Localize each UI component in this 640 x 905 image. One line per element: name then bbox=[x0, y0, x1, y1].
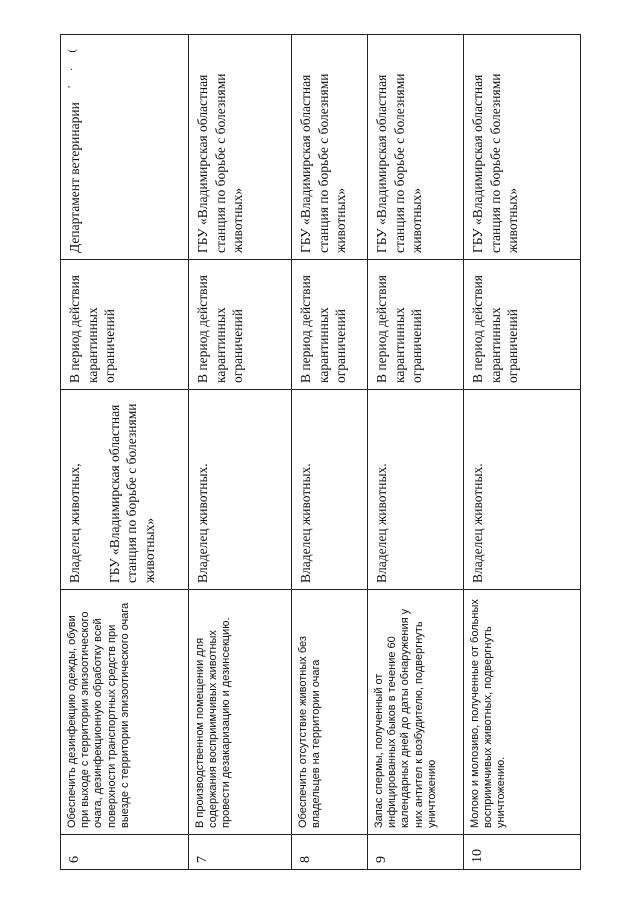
rotated-table-container bbox=[60, 35, 580, 870]
responsible-owner: Владелец животных, bbox=[67, 463, 82, 583]
responsible-cell: Владелец животных. bbox=[368, 390, 464, 590]
executor-cell: ГБУ «Владимирская областная станция по борьбе с болезнями животных» bbox=[189, 35, 292, 260]
row-number: 6 bbox=[61, 835, 189, 870]
executor-cell: ГБУ «Владимирская областная станция по борьбе с болезнями животных» bbox=[464, 35, 581, 260]
executor-cell bbox=[61, 35, 189, 260]
responsible-station: ГБУ «Владимирская областная станция по борьбе с болезнями животных» bbox=[106, 403, 157, 583]
responsible-cell: Владелец животных. bbox=[292, 390, 368, 590]
action-cell: Обеспечить дезинфекцию одежды, обуви при выходе с территории эпизоотического очага, дезинфекционную обработку всей поверхности транспортных средств при выезде с территории эпизоотического очага bbox=[61, 590, 189, 835]
responsible-cell: Владелец животных. bbox=[464, 390, 581, 590]
row-number: 10 bbox=[464, 835, 581, 870]
row-number: 9 bbox=[368, 835, 464, 870]
scan-marks: ' · ( bbox=[66, 43, 78, 88]
table-row bbox=[61, 35, 189, 870]
action-cell: Обеспечить отсутствие животных без владельцев на территории очага bbox=[292, 590, 368, 835]
term-cell: В период действия карантинных ограничений bbox=[292, 260, 368, 390]
measures-table bbox=[60, 34, 581, 870]
term-cell: В период действия карантинных ограничений bbox=[464, 260, 581, 390]
table-row bbox=[189, 35, 292, 870]
term-cell: В период действия карантинных ограничений bbox=[189, 260, 292, 390]
table-row bbox=[368, 35, 464, 870]
table-row bbox=[292, 35, 368, 870]
action-cell: В производственном помещении для содержания восприимчивых животных провести дезакаризацию и дезинсекцию. bbox=[189, 590, 292, 835]
action-cell: Молоко и молозиво, полученные от больных восприимчивых животных, подвергнуть уничтожению. bbox=[464, 590, 581, 835]
term-cell: В период действия карантинных ограничений bbox=[61, 260, 189, 390]
responsible-cell: Владелец животных. bbox=[189, 390, 292, 590]
table-row bbox=[464, 35, 581, 870]
row-number: 8 bbox=[292, 835, 368, 870]
responsible-cell bbox=[61, 390, 189, 590]
executor-cell: ГБУ «Владимирская областная станция по борьбе с болезнями животных» bbox=[292, 35, 368, 260]
action-cell: Запас спермы, полученный от инфицированных быков в течение 60 календарных дней до даты обнаружения у них антител к возбудителю, подвергнуть уничтожению bbox=[368, 590, 464, 835]
executor-cell: ГБУ «Владимирская областная станция по борьбе с болезнями животных» bbox=[368, 35, 464, 260]
row-number: 7 bbox=[189, 835, 292, 870]
term-cell: В период действия карантинных ограничений bbox=[368, 260, 464, 390]
document-page bbox=[60, 35, 580, 870]
executor-text: Департамент ветеринарии bbox=[67, 102, 82, 253]
